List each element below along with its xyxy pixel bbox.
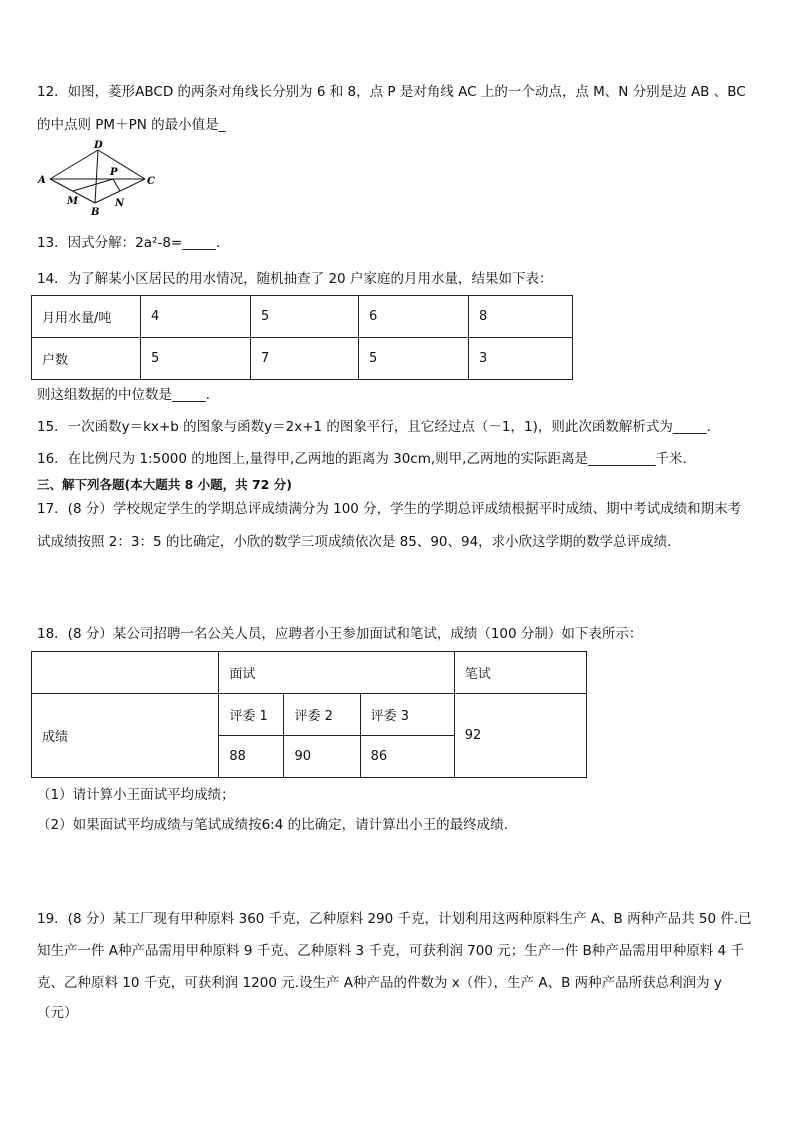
table-cell: 3 xyxy=(469,338,573,380)
judge-label: 评委 1 xyxy=(219,694,284,736)
table-row xyxy=(32,296,573,338)
table-row xyxy=(32,338,573,380)
q12-line1: 12．如图，菱形ABCD 的两条对角线长分别为 6 和 8，点 P 是对角线 AC 上的一个动点，点 M、N 分别是边 AB 、BC xyxy=(37,84,746,100)
score-label: 成绩 xyxy=(32,694,219,778)
judge-score: 86 xyxy=(360,736,454,778)
table-cell: 户数 xyxy=(32,338,141,380)
q12-line2: 的中点则 PM＋PN 的最小值是_ xyxy=(37,117,226,133)
table-row xyxy=(32,694,587,736)
table-cell: 5 xyxy=(359,338,469,380)
judge-label: 评委 2 xyxy=(284,694,360,736)
written-score: 92 xyxy=(454,694,586,778)
q19-line1: 19．(8 分）某工厂现有甲种原料 360 千克，乙种原料 290 千克，计划利用这两种原料生产 A、B 两种产品共 50 件.已 xyxy=(37,911,752,927)
table-row xyxy=(32,652,587,694)
q18-table xyxy=(31,651,587,778)
label-d: D xyxy=(94,140,103,151)
q14-table xyxy=(31,295,573,380)
label-a: A xyxy=(38,175,46,186)
q17-line2: 试成绩按照 2：3：5 的比确定，小欣的数学三项成绩依次是 85、90、94，求小欣这学期的数学总评成绩． xyxy=(37,534,681,550)
q13-text: 13．因式分解：2a²-8=_____． xyxy=(37,235,230,251)
q19-line4: （元） xyxy=(37,1005,78,1021)
label-c: C xyxy=(147,176,155,187)
q18-part2: （2）如果面试平均成绩与笔试成绩按6:4 的比确定，请计算出小王的最终成绩. xyxy=(37,817,508,833)
q19-line3: 克、乙种原料 10 千克，可获利润 1200 元.设生产 A种产品的件数为 x（件），生产 A、B 两种产品所获总利润为 y xyxy=(37,975,722,991)
table-cell xyxy=(32,652,219,694)
q14-intro: 14．为了解某小区居民的用水情况，随机抽查了 20 户家庭的月用水量，结果如下表： xyxy=(37,271,553,287)
q16-text: 16．在比例尺为 1:5000 的地图上,量得甲,乙两地的距离为 30cm,则甲,乙两地的实际距离是__________千米． xyxy=(37,451,696,467)
judge-score: 88 xyxy=(219,736,284,778)
judge-score: 90 xyxy=(284,736,360,778)
table-cell: 6 xyxy=(359,296,469,338)
label-n: N xyxy=(115,198,125,209)
table-cell: 8 xyxy=(469,296,573,338)
q15-text: 15．一次函数y＝kx+b 的图象与函数y＝2x+1 的图象平行，且它经过点（－1，1)，则此次函数解析式为_____． xyxy=(37,419,721,435)
rhombus-figure xyxy=(37,140,162,220)
q19-line2: 知生产一件 A种产品需用甲种原料 9 千克、乙种原料 3 千克，可获利润 700 元；生产一件 B种产品需用甲种原料 4 千 xyxy=(37,943,744,959)
table-cell: 5 xyxy=(251,296,359,338)
table-cell: 月用水量/吨 xyxy=(32,296,141,338)
label-b: B xyxy=(91,207,100,218)
section-title: 三、解下列各题(本大题共 8 小题，共 72 分) xyxy=(37,477,292,492)
label-p: P xyxy=(110,167,118,178)
label-m: M xyxy=(67,196,79,207)
table-cell: 4 xyxy=(141,296,251,338)
table-cell: 5 xyxy=(141,338,251,380)
q17-line1: 17．(8 分）学校规定学生的学期总评成绩满分为 100 分，学生的学期总评成绩根据平时成绩、期中考试成绩和期末考 xyxy=(37,501,742,517)
judge-label: 评委 3 xyxy=(360,694,454,736)
q18-part1: （1）请计算小王面试平均成绩； xyxy=(37,787,235,803)
table-cell: 7 xyxy=(251,338,359,380)
written-header: 笔试 xyxy=(454,652,586,694)
q18-intro: 18．(8 分）某公司招聘一名公关人员，应聘者小王参加面试和笔试，成绩（100 分制）如下表所示： xyxy=(37,626,643,642)
q14-after: 则这组数据的中位数是_____． xyxy=(37,387,220,403)
interview-header: 面试 xyxy=(219,652,454,694)
